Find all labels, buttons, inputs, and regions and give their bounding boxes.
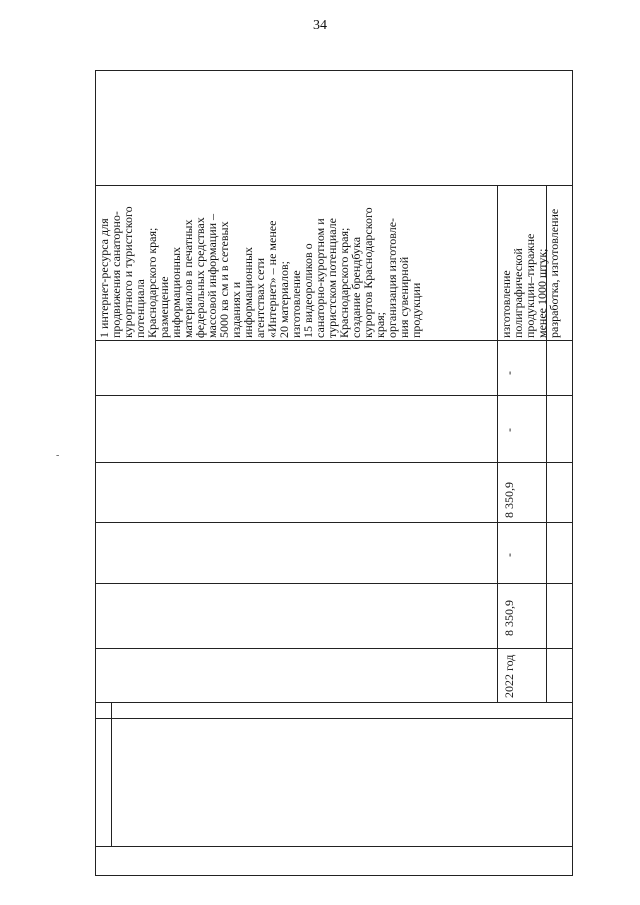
measures-line: размещение	[157, 276, 171, 338]
dash-value: -	[502, 371, 516, 375]
row-divider-4	[95, 462, 573, 463]
dash-value: -	[502, 553, 516, 557]
page-number: 34	[313, 18, 327, 33]
measures-line: Краснодарского края;	[337, 227, 351, 338]
measures-line: агентствах сети	[253, 257, 267, 338]
measures-line: информационных	[241, 246, 255, 338]
amount-cell-1	[503, 482, 515, 518]
row-divider-5	[95, 522, 573, 523]
measures-line: 20 материалов;	[277, 261, 291, 338]
measures-2022-word: разработка, изготовление	[547, 208, 561, 338]
measures-line: туристском потенциале	[325, 218, 339, 338]
measures-line: 15 видеороликов о	[301, 243, 315, 338]
amount-value: 8 350,9	[502, 482, 516, 518]
row-divider-1	[95, 185, 573, 186]
row-divider-6	[95, 583, 573, 584]
measures-line: информационных	[169, 246, 183, 338]
dash-cell-1	[503, 371, 515, 375]
measures-2022-line	[548, 188, 560, 338]
measures-line: «Интернет» – не менее	[265, 220, 279, 338]
measures-2022-word: тираж	[523, 245, 537, 277]
measures-line: курортов Краснодарского	[361, 207, 375, 338]
measures-line: санаторно-курортном и	[313, 218, 327, 338]
measures-2022-word: полиграфической	[511, 248, 525, 338]
measures-text-cell	[98, 188, 422, 338]
measures-line: изданиях и	[229, 281, 243, 338]
row-divider-10	[95, 846, 573, 847]
amount-cell-2	[503, 600, 515, 636]
measures-line: курортного и туристского	[121, 206, 135, 338]
column-divider-1	[497, 185, 498, 702]
year-value: 2022 год	[502, 654, 516, 698]
amount-value: 8 350,9	[502, 600, 516, 636]
measures-2022-word: не	[523, 233, 537, 246]
year-cell	[503, 655, 515, 698]
dash-value: -	[502, 428, 516, 432]
measures-line: края;	[373, 311, 387, 338]
measures-line: материалов в печатных	[181, 219, 195, 338]
row-divider-8	[95, 702, 573, 703]
row-divider-3	[95, 395, 573, 396]
measures-line: федеральных средствах	[193, 217, 207, 338]
measures-line: создание брендбука	[349, 236, 363, 338]
measures-2022-word: изготовление	[499, 270, 513, 338]
measures-line: продвижения санаторно-	[109, 211, 123, 338]
measures-line: Краснодарского края;	[145, 227, 159, 338]
measures-line: 1 интернет-ресурса для	[97, 218, 111, 338]
measures-2022-text-cell	[500, 188, 560, 338]
measures-line: изготовление	[289, 270, 303, 338]
row-divider-7	[95, 648, 573, 649]
row-divider-2	[95, 340, 573, 341]
measures-line: ния сувенирной	[397, 256, 411, 338]
measures-line: массовой информации –	[205, 213, 219, 338]
dash-cell-2	[503, 428, 515, 432]
stray-mark: -	[56, 450, 60, 461]
measures-line: организация изготовле-	[385, 217, 399, 338]
measures-2022-word: продукции	[523, 282, 537, 338]
dash-cell-3	[503, 553, 515, 557]
column-divider-3	[111, 702, 112, 846]
measures-2022-word: менее 1000 штук;	[535, 248, 549, 338]
row-divider-9	[95, 718, 573, 719]
measures-line: продукции	[409, 282, 423, 338]
measures-line: потенциала	[133, 279, 147, 338]
measures-line: 5000 кв см и в сетевых	[217, 221, 231, 338]
measures-2022-word: –	[523, 276, 537, 283]
